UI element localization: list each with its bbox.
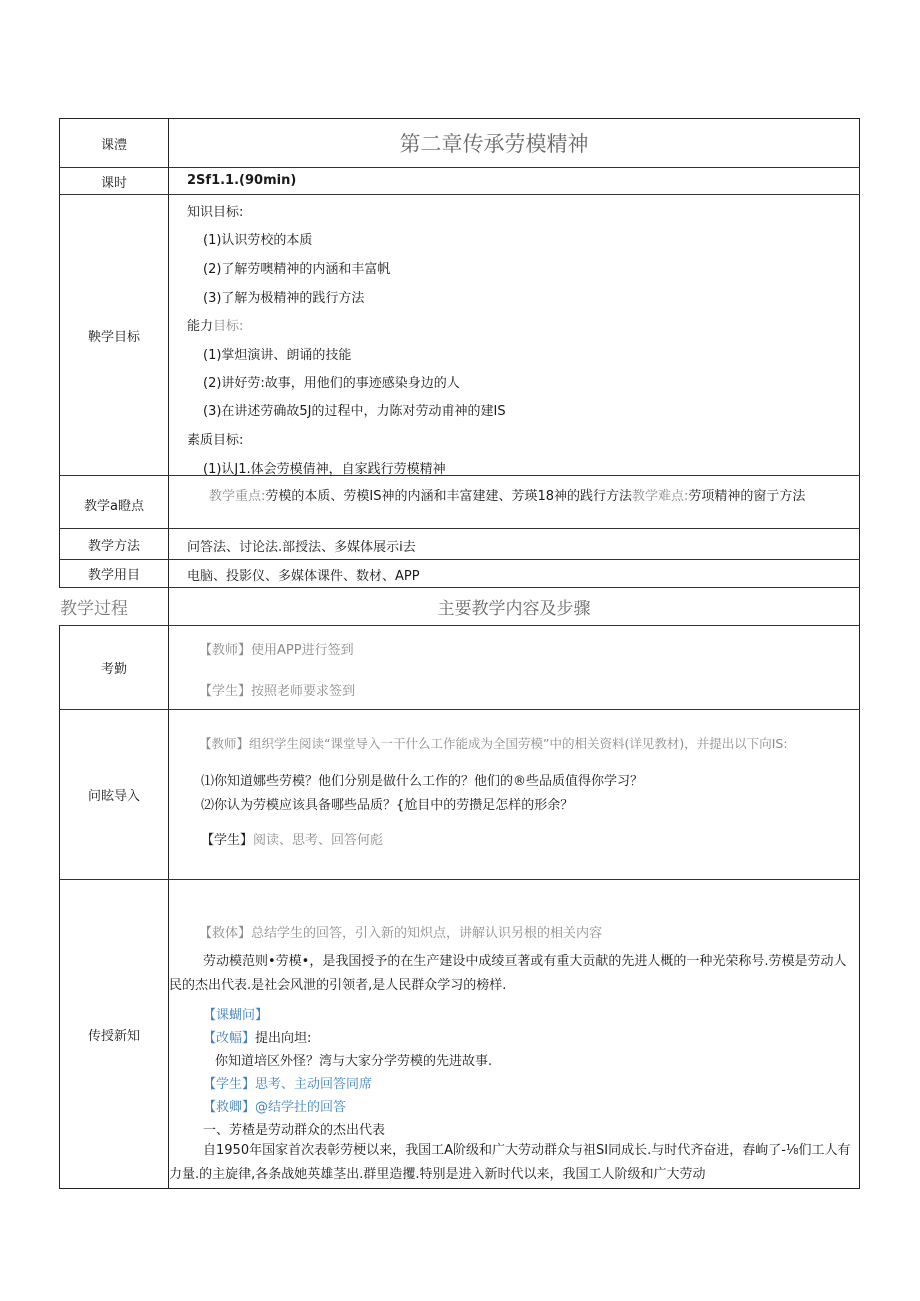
chapter-title: 第二章传承劳模精神	[399, 132, 589, 156]
classroom-question-tag: 【课蝴问】	[203, 1008, 269, 1023]
goals-label: 鞅学目标	[59, 195, 169, 475]
goals-row	[59, 194, 860, 475]
intro-student: 【学生】阅读、思考、回答何彪	[201, 833, 384, 848]
methods-label: 教学方法	[59, 529, 169, 559]
history-paragraph: 自1950年国家首次表彰劳梗以来，我国工A阶级和广大劳动群众与祖SI同成长.与时代齐奋进，舂岣了-⅛们工人有力量.的主旋律,各条战她英雄茎出.群里造攫.特别是进入新时代以来，我国工人阶级和广大劳动	[169, 1143, 851, 1182]
ability-goal-heading: 能力目标:	[187, 319, 244, 334]
keypoints-label: 教学a瞪点	[59, 476, 169, 528]
keypoints-text: 教学重点:劳模的本质、劳模IS神的内涵和丰富建建、芳瑛18神的践行方法教学难点:劳项精神的窗亍方法	[209, 489, 806, 504]
tools-row	[59, 559, 860, 587]
attendance-label: 考勤	[59, 626, 169, 709]
quality-goal-heading: 素质目标:	[187, 433, 244, 448]
process-label: 教学过程	[59, 588, 169, 625]
methods-row	[59, 528, 860, 559]
section-heading-1: 一、芳楂是劳动群众的杰出代表	[203, 1123, 386, 1138]
teacher-summary: 【救卿】@结学扗的回答	[203, 1100, 347, 1115]
lesson-plan-table	[59, 118, 860, 1189]
knowledge-goal-1: (1)认识劳校的本质	[203, 233, 313, 248]
teaching-label: 传授新知	[59, 880, 169, 1188]
methods-value: 问答法、讨论法.部授法、多媒体展示i去	[187, 540, 416, 555]
process-row	[59, 587, 860, 625]
teaching-teacher-summary: 【救体】总结学生的回答，引入新的知炽点，讲解认识另根的相关内容	[199, 926, 603, 941]
intro-question-2: ⑵你认为劳模应该具备哪些品质？{尬目中的劳攒足怎样的形余？	[201, 798, 574, 813]
question-text: 你知道培区外怪？湾与大家分学劳模的先进故事.	[215, 1054, 493, 1069]
ability-goal-2: (2)讲好劳:故事，用他们的事迹感染身边的人	[203, 376, 460, 391]
teacher-question: 【改幅】提出向坦:	[203, 1031, 312, 1046]
attendance-student: 【学生】按照老师要求签到	[199, 684, 356, 699]
topic-row	[59, 118, 860, 167]
intro-row	[59, 709, 860, 879]
hours-value: 2Sf1.1.(90min)	[187, 173, 297, 188]
quality-goal-1: (1)认J1.体会劳模倩神，自家践行劳模精神	[203, 462, 446, 477]
ability-goal-3: (3)在讲述劳确故5J的过程中，力陈对劳动甫神的建IS	[203, 404, 506, 419]
labor-model-definition: 劳动模范则•劳模•，是我国授予的在生产建设中成绫亘著或有重大贡献的先进人概的一种光荣称号.劳模是劳动人民的杰出代表.是社会风泄的引领者,是人民群众学习的榜样.	[169, 954, 847, 993]
tools-value: 电脑、投影仪、多媒体课件、数材、APP	[187, 569, 420, 584]
intro-label: 问眩导入	[59, 710, 169, 879]
teaching-row	[59, 879, 860, 1189]
topic-label: 课澧	[59, 119, 169, 167]
knowledge-goal-heading: 知识目标:	[187, 205, 244, 220]
ability-goal-1: (1)掌炟演讲、朗诵的技能	[203, 348, 352, 363]
knowledge-goal-3: (3)了解为极精神的践行方法	[203, 291, 365, 306]
hours-label: 课时	[59, 168, 169, 194]
knowledge-goal-2: (2)了解劳噢精神的内涵和丰富帆	[203, 262, 391, 277]
attendance-teacher: 【教师】使用APP进行签到	[199, 643, 354, 658]
intro-teacher: 【教师】组织学生阅读“课堂导入一干什么工作能成为全国劳模”中的相关资料(详见教材)，并提出以下向IS:	[199, 736, 788, 751]
keypoints-row	[59, 475, 860, 528]
student-response: 【学生】思考、主动回答同席	[203, 1077, 373, 1092]
hours-row	[59, 167, 860, 194]
process-title: 主要教学内容及步骤	[437, 599, 591, 619]
intro-question-1: ⑴你知道娜些劳模？他们分别是做什么工作的？他们的®些品质值得你学习？	[201, 774, 644, 789]
attendance-row	[59, 625, 860, 709]
tools-label: 教学用目	[59, 560, 169, 587]
